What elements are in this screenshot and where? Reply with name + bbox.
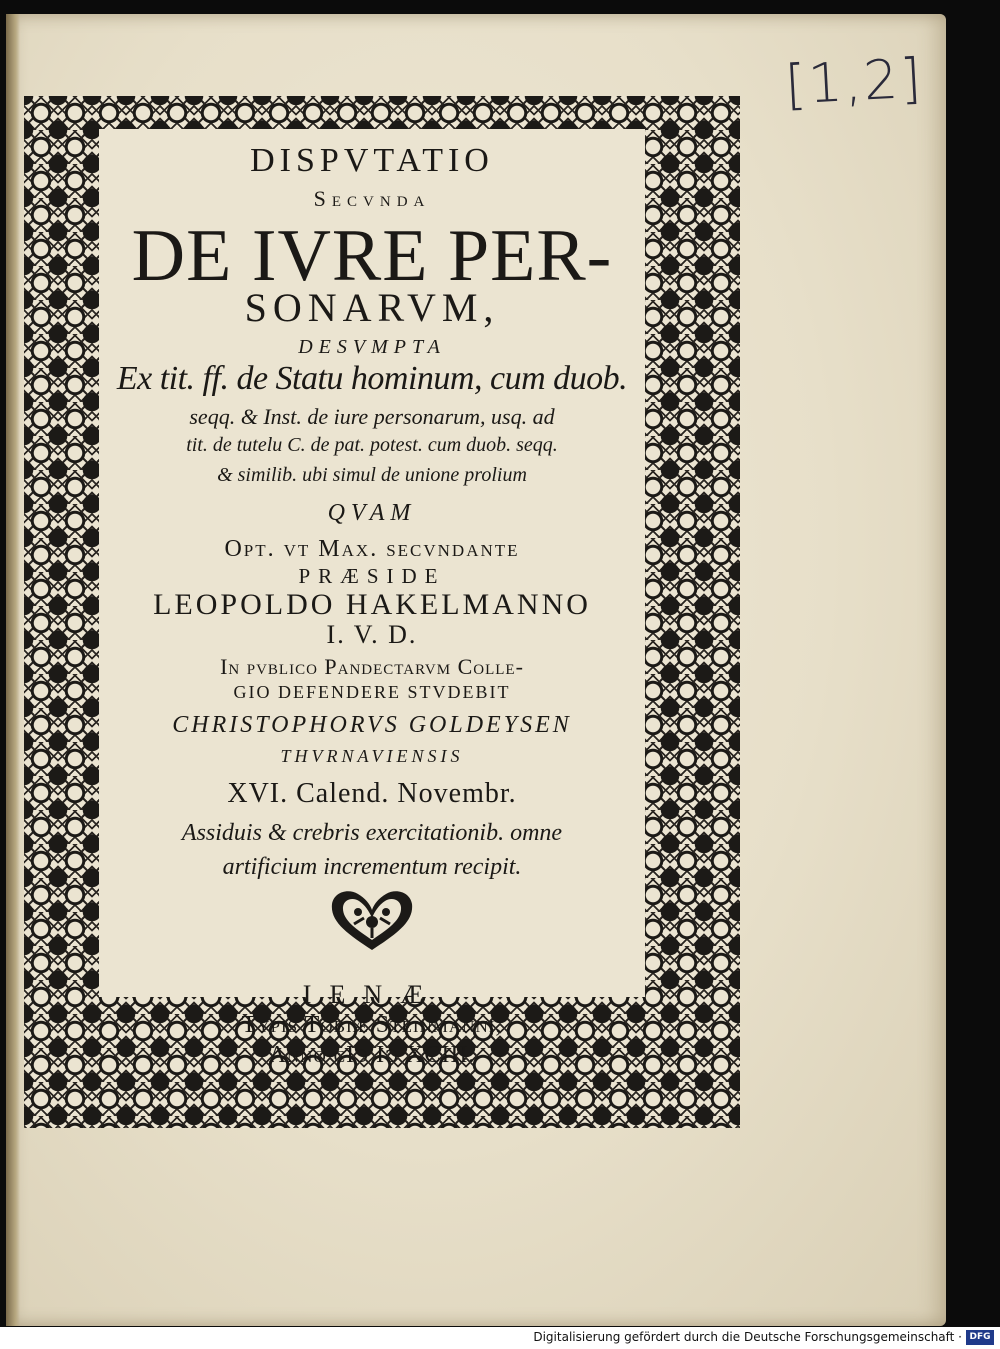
respondent-origin: THVRNAVIENSIS <box>280 746 464 766</box>
imprint-printer: Typis Tobiæ Steinmanni, <box>241 1012 503 1038</box>
shelfmark-annotation: [1,2] <box>783 46 925 117</box>
heart-ornament-icon <box>328 888 416 952</box>
source-line-2: seqq. & Inst. de iure personarum, usq. ad <box>189 404 555 429</box>
praeses-degree: I. V. D. <box>326 620 418 649</box>
motto-line-2: artificium incrementum recipit. <box>222 854 522 880</box>
title-line-quam: QVAM <box>327 500 417 526</box>
respondent-name: CHRISTOPHORVS GOLDEYSEN <box>172 712 572 738</box>
title-line-disputatio: DISPVTATIO <box>250 142 494 179</box>
imprint-city: IENÆ <box>302 980 442 1009</box>
dfg-logo: DFG <box>966 1330 994 1345</box>
main-title-line-1: DE IVRE PER- <box>131 215 613 297</box>
title-line-secunda: Secvnda <box>313 186 431 211</box>
source-line-4: & similib. ubi simul de unione prolium <box>217 464 527 486</box>
praeses-name: LEOPOLDO HAKELMANNO <box>153 588 591 621</box>
funding-credit: Digitalisierung gefördert durch die Deutsche Forschungsgemeinschaft · <box>533 1330 962 1344</box>
title-line-desumpta: DESVMPTA <box>298 336 446 358</box>
motto-line-1: Assiduis & crebris exercitationib. omne <box>181 820 563 846</box>
footer-bar <box>0 1327 1000 1349</box>
main-title-line-2: SONARVM, <box>244 285 500 330</box>
venue-line-1: In pvblico Pandectarvm Colle- <box>220 654 524 679</box>
source-line-3: tit. de tutelu C. de pat. potest. cum duob. seqq. <box>186 434 558 456</box>
dedication-line: Opt. vt Max. secvndante <box>224 536 520 562</box>
venue-line-2: GIO DEFENDERE STVDEBIT <box>233 682 511 702</box>
page-binding-shadow <box>6 14 20 1326</box>
imprint-year: Anno cIↄ Iↄ XCIII. <box>268 1042 476 1068</box>
praeside-label: PRÆSIDE <box>298 564 446 588</box>
source-line-1: Ex tit. ff. de Statu hominum, cum duob. <box>116 360 628 397</box>
disputation-date: XVI. Calend. Novembr. <box>227 778 517 809</box>
